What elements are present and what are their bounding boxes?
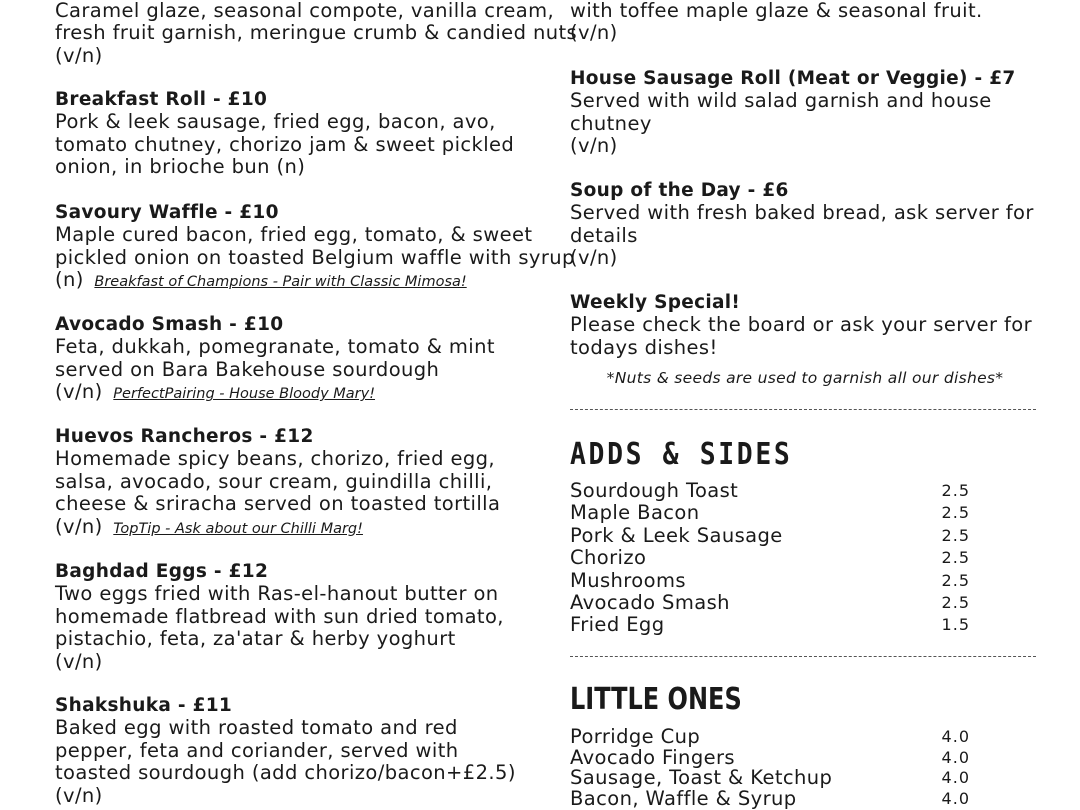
kids-item-name: Sausage, Toast & Ketchup: [570, 766, 833, 789]
kids-item-price: 4.0: [941, 747, 970, 767]
item-description-line: details: [570, 223, 638, 247]
price-row: [570, 768, 970, 789]
item-title: Shakshuka - £11: [55, 695, 233, 716]
menu-item-shakshuka: [55, 695, 516, 807]
allergen-note: *Nuts & seeds are used to garnish all our dishes*: [606, 369, 1004, 387]
price-row: [570, 547, 970, 569]
dietary-tag: (v/n): [55, 514, 103, 538]
menu-item-house-sausage-roll: [570, 68, 1016, 158]
side-price: 2.5: [941, 592, 970, 612]
kids-item-name: Porridge Cup: [570, 725, 701, 748]
price-row: [570, 727, 970, 748]
little-ones-list: [570, 727, 970, 809]
item-description-line: with toffee maple glaze & seasonal fruit.: [570, 0, 983, 22]
item-dietary-line: (v/n): [570, 21, 618, 45]
menu-item-weekly-special: [570, 292, 1032, 359]
side-name: Fried Egg: [570, 613, 665, 637]
dashed-divider: [570, 409, 1036, 410]
side-price: 2.5: [941, 570, 970, 590]
item-description-line: toasted sourdough (add chorizo/bacon+£2.5): [55, 761, 516, 785]
item-description-line: Feta, dukkah, pomegranate, tomato & mint: [55, 335, 495, 359]
item-title: House Sausage Roll (Meat or Veggie) - £7: [570, 68, 1016, 89]
menu-item-savoury-waffle: [55, 202, 575, 294]
item-description-line: Pork & leek sausage, fried egg, bacon, avo,: [55, 110, 496, 134]
price-row: [570, 592, 970, 614]
item-title: Savoury Waffle - £10: [55, 202, 279, 223]
item-dietary-line: (v/n): [55, 43, 103, 67]
menu-item-baghdad-eggs: [55, 561, 504, 673]
section-heading-adds-sides: ADDS & SIDES: [570, 437, 793, 472]
item-title: Weekly Special!: [570, 292, 741, 313]
item-description-line: Caramel glaze, seasonal compote, vanilla cream,: [55, 0, 555, 22]
dietary-tag: (n): [55, 268, 84, 292]
item-description-line: Homemade spicy beans, chorizo, fried egg,: [55, 447, 495, 471]
item-dietary-line: (v/n): [570, 134, 618, 158]
pairing-suggestion: PerfectPairing - House Bloody Mary!: [113, 386, 376, 403]
item-description-line: todays dishes!: [570, 335, 718, 359]
item-title: Breakfast Roll - £10: [55, 89, 268, 110]
side-name: Sourdough Toast: [570, 479, 739, 502]
side-price: 2.5: [941, 481, 970, 500]
menu-item-soup-of-the-day: [570, 180, 1034, 270]
pairing-suggestion: TopTip - Ask about our Chilli Marg!: [113, 520, 363, 537]
item-title: Avocado Smash - £10: [55, 314, 284, 335]
side-name: Maple Bacon: [570, 501, 700, 525]
price-row: [570, 570, 970, 592]
adds-sides-list: [570, 480, 970, 637]
side-name: Avocado Smash: [570, 590, 730, 614]
item-dietary-line: (v/n): [55, 783, 103, 807]
price-row: [570, 786, 970, 810]
item-description-line: salsa, avocado, sour cream, guindilla chilli,: [55, 469, 493, 493]
item-description-line: served on Bara Bakehouse sourdough: [55, 357, 440, 381]
pairing-suggestion: Breakfast of Champions - Pair with Classic Mimosa!: [94, 274, 467, 291]
side-price: 2.5: [941, 548, 970, 568]
section-heading-little-ones: LITTLE ONES: [570, 682, 742, 717]
menu-item-breakfast-roll: [55, 89, 514, 179]
price-row: [570, 745, 970, 769]
item-dietary-line: [55, 269, 575, 293]
side-price: 2.5: [941, 503, 970, 523]
side-name: Chorizo: [570, 546, 647, 570]
menu-item-avocado-smash: [55, 314, 495, 406]
item-dietary-line: (v/n): [55, 649, 103, 673]
kids-item-price: 4.0: [941, 788, 970, 808]
kids-item-name: Avocado Fingers: [570, 745, 735, 769]
price-row: [570, 480, 970, 502]
side-price: 2.5: [941, 525, 970, 545]
item-description-line: pistachio, feta, za'atar & herby yoghurt: [55, 627, 456, 651]
item-description-line: chutney: [570, 111, 652, 135]
side-price: 1.5: [941, 615, 970, 635]
item-dietary-line: [55, 516, 500, 540]
item-description-line: Served with fresh baked bread, ask server for: [570, 201, 1034, 225]
menu-item-continued: [55, 0, 577, 67]
item-description-line: homemade flatbread with sun dried tomato,: [55, 604, 504, 628]
menu-item-continued: [570, 0, 983, 45]
item-dietary-line: [55, 381, 495, 405]
kids-item-name: Bacon, Waffle & Syrup: [570, 786, 797, 810]
side-name: Mushrooms: [570, 568, 686, 592]
item-description-line: onion, in brioche bun (n): [55, 155, 306, 179]
item-title: Soup of the Day - £6: [570, 180, 789, 201]
price-row: [570, 502, 970, 524]
item-description-line: Please check the board or ask your server for: [570, 313, 1033, 337]
item-description-line: fresh fruit garnish, meringue crumb & candied nuts: [55, 21, 578, 45]
kids-item-price: 4.0: [941, 768, 970, 787]
item-description-line: tomato chutney, chorizo jam & sweet pickled: [55, 132, 515, 156]
kids-item-price: 4.0: [941, 727, 970, 746]
item-description-line: cheese & sriracha served on toasted tortilla: [55, 492, 501, 516]
item-description-line: pickled onion on toasted Belgium waffle with syrup: [55, 245, 575, 269]
item-description-line: pepper, feta and coriander, served with: [55, 738, 459, 762]
dashed-divider: [570, 656, 1036, 657]
item-description-line: Maple cured bacon, fried egg, tomato, & sweet: [55, 223, 533, 247]
item-dietary-line: (v/n): [570, 246, 618, 270]
dietary-tag: (v/n): [55, 380, 103, 404]
item-title: Baghdad Eggs - £12: [55, 561, 269, 582]
item-description-line: Baked egg with roasted tomato and red: [55, 716, 458, 740]
menu-item-huevos-rancheros: [55, 426, 500, 540]
price-row: [570, 614, 970, 636]
side-name: Pork & Leek Sausage: [570, 523, 783, 547]
item-title: Huevos Rancheros - £12: [55, 426, 314, 447]
price-row: [570, 525, 970, 547]
item-description-line: Served with wild salad garnish and house: [570, 89, 992, 113]
item-description-line: Two eggs fried with Ras-el-hanout butter on: [55, 582, 499, 606]
